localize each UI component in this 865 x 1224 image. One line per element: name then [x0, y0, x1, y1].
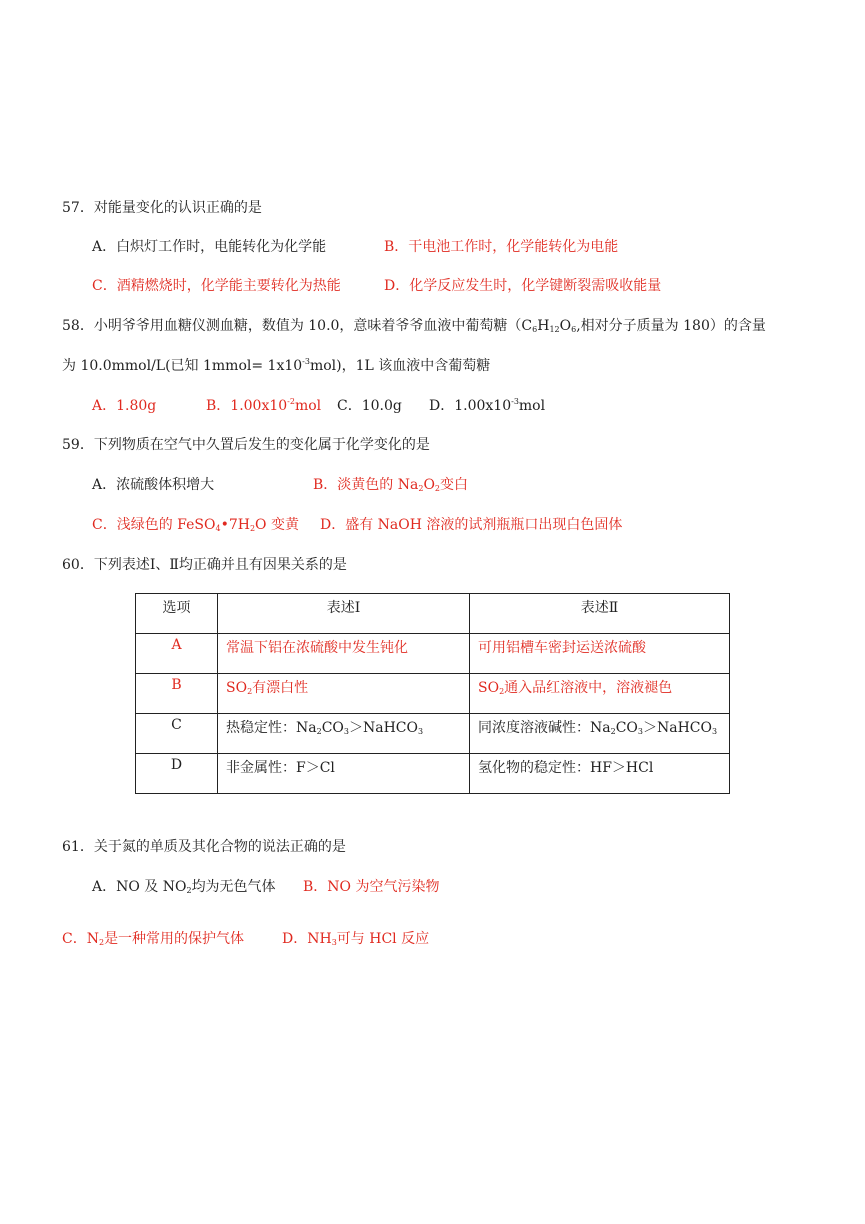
- row-d-statement-2: 氢化物的稳定性：HF＞HCl: [470, 754, 730, 794]
- q60-stem: 60．下列表述Ⅰ、Ⅱ均正确并且有因果关系的是: [62, 557, 347, 573]
- q58-stem-line2: 为 10.0mmol/L(已知 1mmol= $1x10^{-3}mol$)，1L 该血液中含葡萄糖: [62, 357, 491, 374]
- q61-option-a: A．NO 及 $NO_2$均为无色气体: [92, 879, 276, 895]
- q59-option-b: B．淡黄色的 $Na_2O_2$变白: [313, 477, 469, 493]
- q59-stem: 59．下列物质在空气中久置后发生的变化属于化学变化的是: [62, 437, 430, 453]
- header-statement-2: 表述Ⅱ: [470, 594, 730, 634]
- table-row: [136, 634, 730, 674]
- row-c-statement-2: 同浓度溶液碱性：$Na_2CO_3>NaHCO_3$: [470, 714, 730, 754]
- row-a-statement-1: 常温下铝在浓硫酸中发生钝化: [218, 634, 470, 674]
- row-c-statement-1: 热稳定性：$Na_2CO_3>NaHCO_3$: [218, 714, 470, 754]
- q57-option-c: C．酒精燃烧时，化学能主要转化为热能: [92, 278, 341, 294]
- q61-option-d: D．$NH_3$可与 HCl 反应: [282, 931, 430, 947]
- q58-option-b: B．$1.00x10^{-2}mol$: [206, 397, 322, 414]
- q61-option-c: C．$N_2$是一种常用的保护气体: [62, 931, 245, 947]
- table-header-row: [136, 594, 730, 634]
- row-a-statement-2: 可用铝槽车密封运送浓硫酸: [470, 634, 730, 674]
- q59-option-d: D．盛有 NaOH 溶液的试剂瓶瓶口出现白色固体: [320, 517, 623, 533]
- header-statement-1: 表述Ⅰ: [218, 594, 470, 634]
- q57-option-a: A．白炽灯工作时，电能转化为化学能: [92, 239, 327, 255]
- q60-options-table: [135, 593, 730, 794]
- q61-option-b: B．NO 为空气污染物: [303, 879, 440, 895]
- q58-stem: 58．小明爷爷用血糖仪测血糖，数值为 10.0，意味着爷爷血液中葡萄糖（$C_6H_{12}O_6$,相对分子质量为 180）的含量: [62, 318, 766, 334]
- row-b-option: B: [136, 674, 218, 714]
- row-b-statement-2: $SO_2$通入品红溶液中，溶液褪色: [470, 674, 730, 714]
- table-row: [136, 674, 730, 714]
- q57-option-b: B．干电池工作时，化学能转化为电能: [384, 239, 619, 255]
- q58-option-c: C．10.0g: [337, 398, 402, 414]
- q59-option-c: C．浅绿色的 $FeSO_4•7H_2O$ 变黄: [92, 517, 299, 533]
- row-c-option: C: [136, 714, 218, 754]
- table-row: [136, 754, 730, 794]
- q57-option-d: D．化学反应发生时，化学键断裂需吸收能量: [384, 278, 662, 294]
- row-b-statement-1: $SO_2$有漂白性: [218, 674, 470, 714]
- q59-option-a: A．浓硫酸体积增大: [92, 477, 215, 493]
- q61-stem: 61．关于氮的单质及其化合物的说法正确的是: [62, 839, 346, 855]
- q58-option-a: A．1.80g: [92, 398, 157, 414]
- table-row: [136, 714, 730, 754]
- row-d-statement-1: 非金属性：F＞Cl: [218, 754, 470, 794]
- header-option: 选项: [136, 594, 218, 634]
- q58-option-d: D．$1.00x10^{-3}mol$: [429, 397, 546, 414]
- row-a-option: A: [136, 634, 218, 674]
- q57-stem: 57．对能量变化的认识正确的是: [62, 200, 262, 216]
- row-d-option: D: [136, 754, 218, 794]
